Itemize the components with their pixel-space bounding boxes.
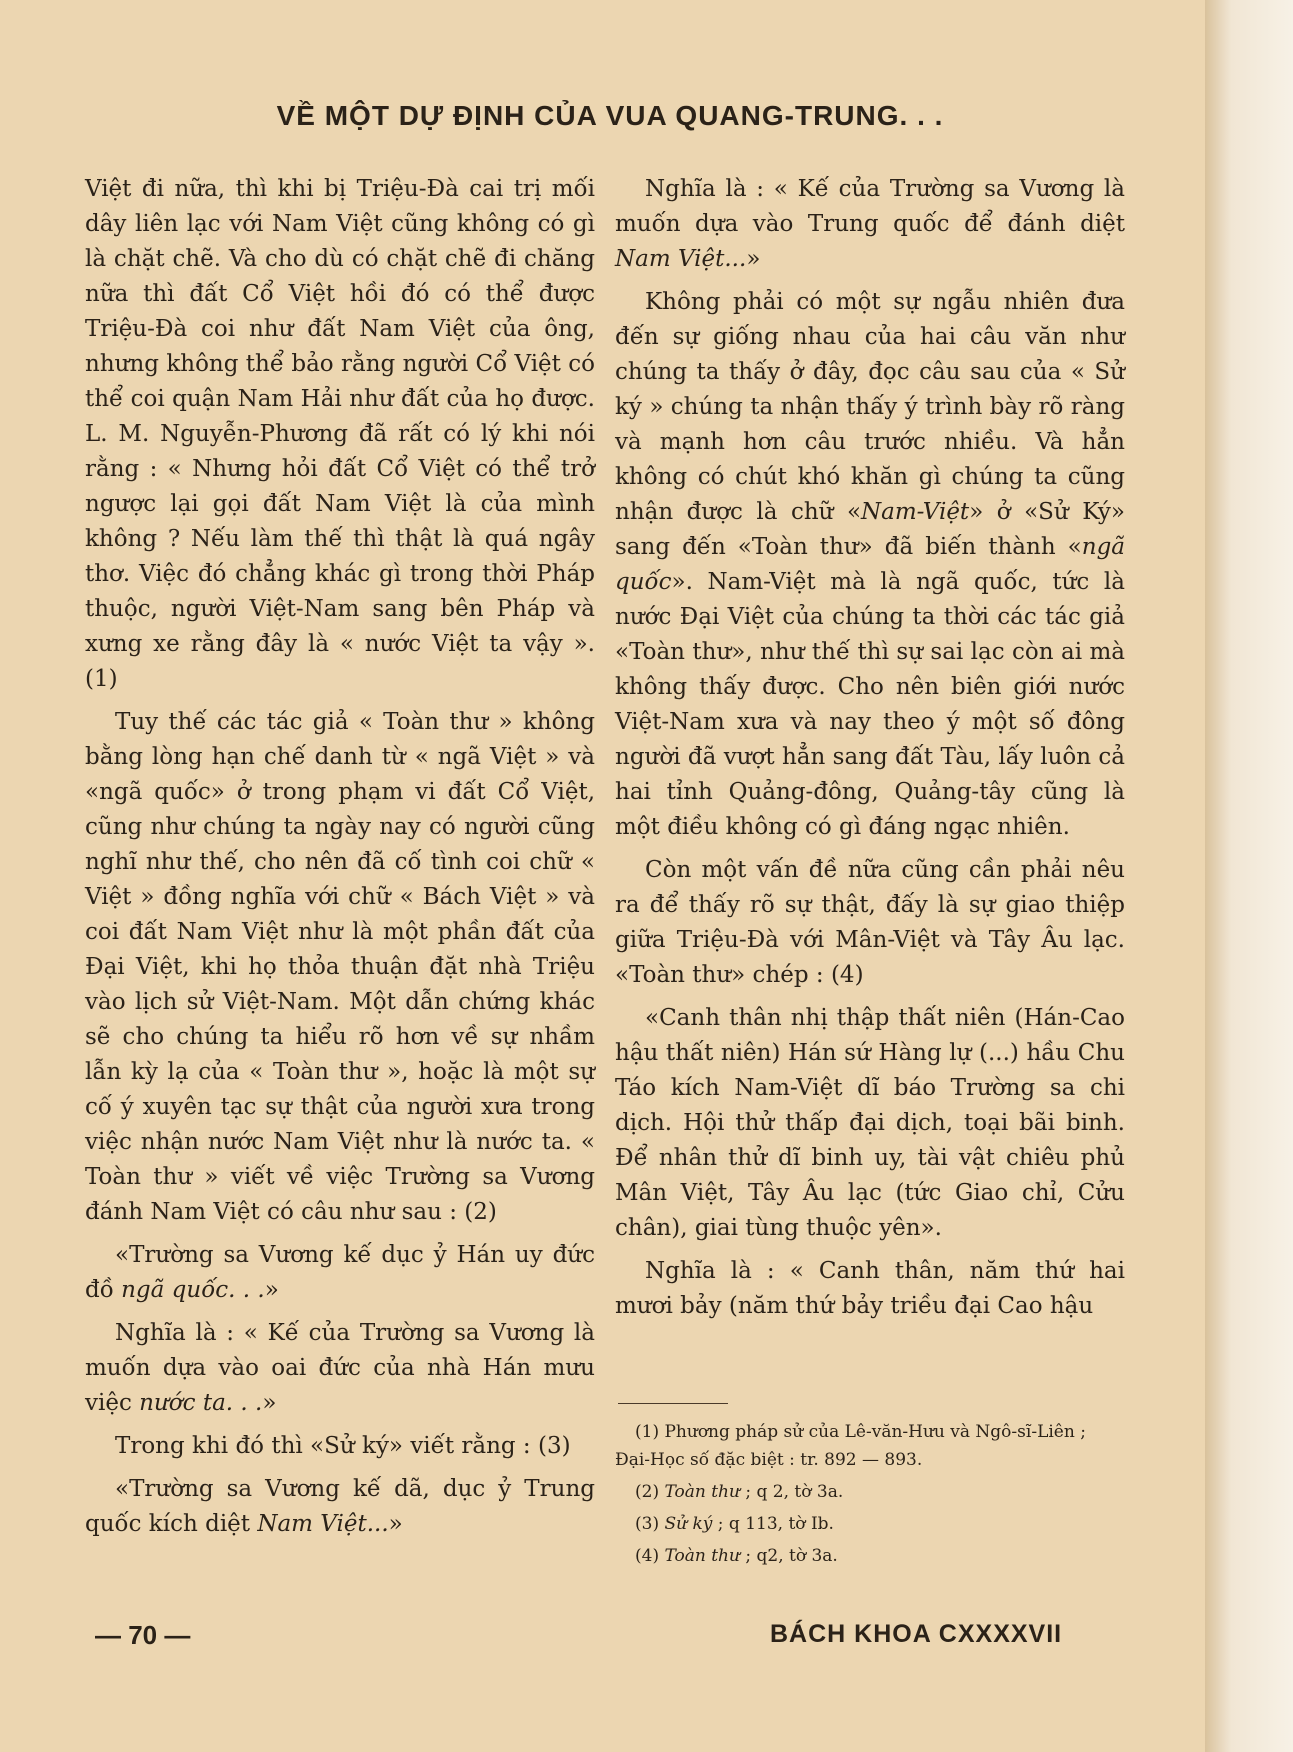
paragraph: Nghĩa là : « Kế của Trường sa Vương là muốn dựa vào Trung quốc để đánh diệt Nam Việt...» bbox=[615, 176, 1125, 272]
footnote: (3) Sử ký ; q 113, tờ Ib. bbox=[635, 1514, 834, 1534]
footnote: (2) Toàn thư ; q 2, tờ 3a. bbox=[635, 1482, 844, 1502]
paragraph: Việt đi nữa, thì khi bị Triệu-Đà cai trị mối dây liên lạc với Nam Việt cũng không có gì là chặt chẽ. Và cho dù có chặt chẽ đi chăng nữa thì đất Cổ Việt hồi đó có thể được Triệu-Đà coi như đất Nam Việt của ông, nhưng không thể bảo rằng người Cổ Việt có thể coi quận Nam Hải như đất của họ được. L. M. Nguyễn-Phương đã rất có lý khi nói rằng : « Nhưng hỏi đất Cổ Việt có thể trở ngược lại gọi đất Nam Việt là của mình không ? Nếu làm thế thì thật là quá ngây thơ. Việc đó chẳng khác gì trong thời Pháp thuộc, người Việt-Nam sang bên Pháp và xưng xe rằng đây là « nước Việt ta vậy ». (1) bbox=[85, 176, 595, 692]
paragraph: Trong khi đó thì «Sử ký» viết rằng : (3) bbox=[115, 1433, 571, 1459]
right-column bbox=[615, 172, 1125, 1332]
paragraph: «Trường sa Vương kế dã, dục ỷ Trung quốc kích diệt Nam Việt...» bbox=[85, 1476, 595, 1537]
page-header: VỀ MỘT DỰ ĐỊNH CỦA VUA QUANG-TRUNG. . . bbox=[276, 100, 944, 131]
paragraph: «Trường sa Vương kế dục ỷ Hán uy đức đồ ngã quốc. . .» bbox=[85, 1242, 595, 1303]
left-column bbox=[85, 172, 595, 1550]
magazine-issue: BÁCH KHOA CXXXXVII bbox=[770, 1620, 1063, 1648]
footnotes bbox=[615, 1418, 1125, 1574]
paragraph: Không phải có một sự ngẫu nhiên đưa đến sự giống nhau của hai câu văn như chúng ta thấy ở đây, đọc câu sau của « Sử ký » chúng ta nhận thấy ý trình bày rõ ràng và mạnh hơn câu trước nhiều. Và hẳn không có chút khó khăn gì chúng ta cũng nhận được là chữ «Nam-Việt» ở «Sử Ký» sang đến «Toàn thư» đã biến thành «ngã quốc». Nam-Việt mà là ngã quốc, tức là nước Đại Việt của chúng ta thời các tác giả «Toàn thư», như thế thì sự sai lạc còn ai mà không thấy được. Cho nên biên giới nước Việt-Nam xưa và nay theo ý một số đông người đã vượt hẳn sang đất Tàu, lấy luôn cả hai tỉnh Quảng-đông, Quảng-tây cũng là một điều không có gì đáng ngạc nhiên. bbox=[615, 289, 1125, 840]
footnote: (1) Phương pháp sử của Lê-văn-Hưu và Ngô-sĩ-Liên ; Đại-Học số đặc biệt : tr. 892 — 893. bbox=[615, 1422, 1086, 1470]
paragraph: «Canh thân nhị thập thất niên (Hán-Cao hậu thất niên) Hán sứ Hàng lự (...) hầu Chu Táo kích Nam-Việt dĩ báo Trường sa chi dịch. Hội thử thấp đại dịch, toại bãi binh. Để nhân thử dĩ binh uy, tài vật chiêu phủ Mân Việt, Tây Âu lạc (tức Giao chỉ, Cửu chân), giai tùng thuộc yên». bbox=[615, 1005, 1125, 1241]
paragraph: Tuy thế các tác giả « Toàn thư » không bằng lòng hạn chế danh từ « ngã Việt » và «ngã quốc» ở trong phạm vi đất Cổ Việt, cũng như chúng ta ngày nay có người cũng nghĩ như thế, cho nên đã cố tình coi chữ « Việt » đồng nghĩa với chữ « Bách Việt » và coi đất Nam Việt như là một phần đất của Đại Việt, khi họ thỏa thuận đặt nhà Triệu vào lịch sử Việt-Nam. Một dẫn chứng khác sẽ cho chúng ta hiểu rõ hơn về sự nhầm lẫn kỳ lạ của « Toàn thư », hoặc là một sự cố ý xuyên tạc sự thật của người xưa trong việc nhận nước Nam Việt như là nước ta. « Toàn thư » viết về việc Trường sa Vương đánh Nam Việt có câu như sau : (2) bbox=[85, 709, 595, 1225]
footnote-divider bbox=[618, 1403, 728, 1404]
footnote: (4) Toàn thư ; q2, tờ 3a. bbox=[635, 1546, 838, 1566]
paragraph: Nghĩa là : « Kế của Trường sa Vương là muốn dựa vào oai đức của nhà Hán mưu việc nước ta. . .» bbox=[85, 1320, 595, 1416]
paragraph: Nghĩa là : « Canh thân, năm thứ hai mươi bảy (năm thứ bảy triều đại Cao hậu bbox=[615, 1258, 1125, 1319]
page-number: — 70 — bbox=[95, 1620, 191, 1650]
page-edge-background bbox=[1205, 0, 1293, 1752]
paragraph: Còn một vấn đề nữa cũng cần phải nêu ra để thấy rõ sự thật, đấy là sự giao thiệp giữa Triệu-Đà với Mân-Việt và Tây Âu lạc. «Toàn thư» chép : (4) bbox=[615, 857, 1125, 988]
